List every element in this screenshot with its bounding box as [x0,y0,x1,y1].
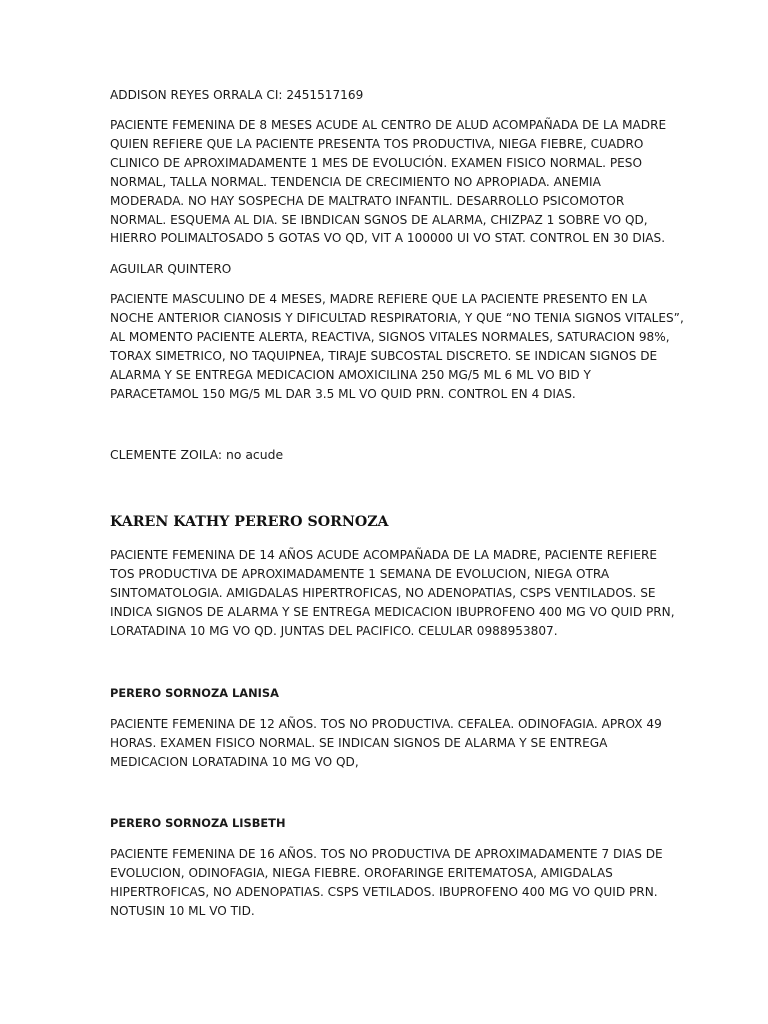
note-paragraph-lanisa [110,715,670,772]
note-paragraph-aguilar [110,290,684,403]
text-line: TORAX SIMETRICO, NO TAQUIPNEA, TIRAJE SUBCOSTAL DISCRETO. SE INDICAN SIGNOS DE [110,348,658,363]
text-line: PACIENTE FEMENINA DE 8 MESES ACUDE AL CENTRO DE ALUD ACOMPAÑADA DE LA MADRE [110,118,667,132]
text-line: LORATADINA 10 MG VO QD. JUNTAS DEL PACIFICO. CELULAR 0988953807. [110,623,558,638]
text-line: HORAS. EXAMEN FISICO NORMAL. SE INDICAN SIGNOS DE ALARMA Y SE ENTREGA [110,735,608,750]
note-paragraph-karen [110,546,675,641]
text-line: CLINICO DE APROXIMADAMENTE 1 MES DE EVOLUCIÓN. EXAMEN FISICO NORMAL. PESO [110,155,642,170]
text-line: NORMAL. ESQUEMA AL DIA. SE IBNDICAN SGNOS DE ALARMA, CHIZPAZ 1 SOBRE VO QD, [110,212,648,227]
text-line: NOCHE ANTERIOR CIANOSIS Y DIFICULTAD RESPIRATORIA, Y QUE “NO TENIA SIGNOS VITALES”, [110,310,684,325]
text-line: HIPERTROFICAS, NO ADENOPATIAS. CSPS VETILADOS. IBUPROFENO 400 MG VO QUID PRN. [110,884,658,899]
text-line: ALARMA Y SE ENTREGA MEDICACION AMOXICILINA 250 MG/5 ML 6 ML VO BID Y [110,367,591,382]
text-line: INDICA SIGNOS DE ALARMA Y SE ENTREGA MEDICACION IBUPROFENO 400 MG VO QUID PRN, [110,604,675,619]
text-line: MEDICACION LORATADINA 10 MG VO QD, [110,754,359,769]
text-line: TOS PRODUCTIVA DE APROXIMADAMENTE 1 SEMANA DE EVOLUCION, NIEGA OTRA [110,566,610,581]
text-line: QUIEN REFIERE QUE LA PACIENTE PRESENTA TOS PRODUCTIVA, NIEGA FIEBRE, CUADRO [110,136,644,151]
text-line: EVOLUCION, ODINOFAGIA, NIEGA FIEBRE. OROFARINGE ERITEMATOSA, AMIGDALAS [110,865,613,880]
text-line: PACIENTE FEMENINA DE 12 AÑOS. TOS NO PRODUCTIVA. CEFALEA. ODINOFAGIA. APROX 49 [110,717,662,731]
text-line: PARACETAMOL 150 MG/5 ML DAR 3.5 ML VO QUID PRN. CONTROL EN 4 DIAS. [110,386,576,401]
patient-header-karen: KAREN KATHY PERERO SORNOZA [110,514,389,530]
text-line: AL MOMENTO PACIENTE ALERTA, REACTIVA, SIGNOS VITALES NORMALES, SATURACION 98%, [110,329,670,344]
text-line: NORMAL, TALLA NORMAL. TENDENCIA DE CRECIMIENTO NO APROPIADA. ANEMIA [110,174,601,189]
text-line: MODERADA. NO HAY SOSPECHA DE MALTRATO INFANTIL. DESARROLLO PSICOMOTOR [110,193,625,208]
text-line: PACIENTE FEMENINA DE 14 AÑOS ACUDE ACOMPAÑADA DE LA MADRE, PACIENTE REFIERE [110,548,658,562]
note-paragraph-lisbeth [110,845,670,921]
note-paragraph-addison [110,116,670,248]
text-line: SINTOMATOLOGIA. AMIGDALAS HIPERTROFICAS, NO ADENOPATIAS, CSPS VENTILADOS. SE [110,585,656,600]
patient-header-lisbeth: PERERO SORNOZA LISBETH [110,816,286,830]
patient-header-aguilar: AGUILAR QUINTERO [110,262,232,276]
patient-header-lanisa: PERERO SORNOZA LANISA [110,686,279,700]
text-line: PACIENTE MASCULINO DE 4 MESES, MADRE REFIERE QUE LA PACIENTE PRESENTO EN LA [110,292,648,306]
patient-header-addison: ADDISON REYES ORRALA CI: 2451517169 [110,88,364,102]
patient-header-clemente: CLEMENTE ZOILA: no acude [110,447,284,462]
text-line: HIERRO POLIMALTOSADO 5 GOTAS VO QD, VIT A 100000 UI VO STAT. CONTROL EN 30 DIAS. [110,231,666,246]
text-line: NOTUSIN 10 ML VO TID. [110,903,255,918]
text-line: PACIENTE FEMENINA DE 16 AÑOS. TOS NO PRODUCTIVA DE APROXIMADAMENTE 7 DIAS DE [110,847,663,861]
